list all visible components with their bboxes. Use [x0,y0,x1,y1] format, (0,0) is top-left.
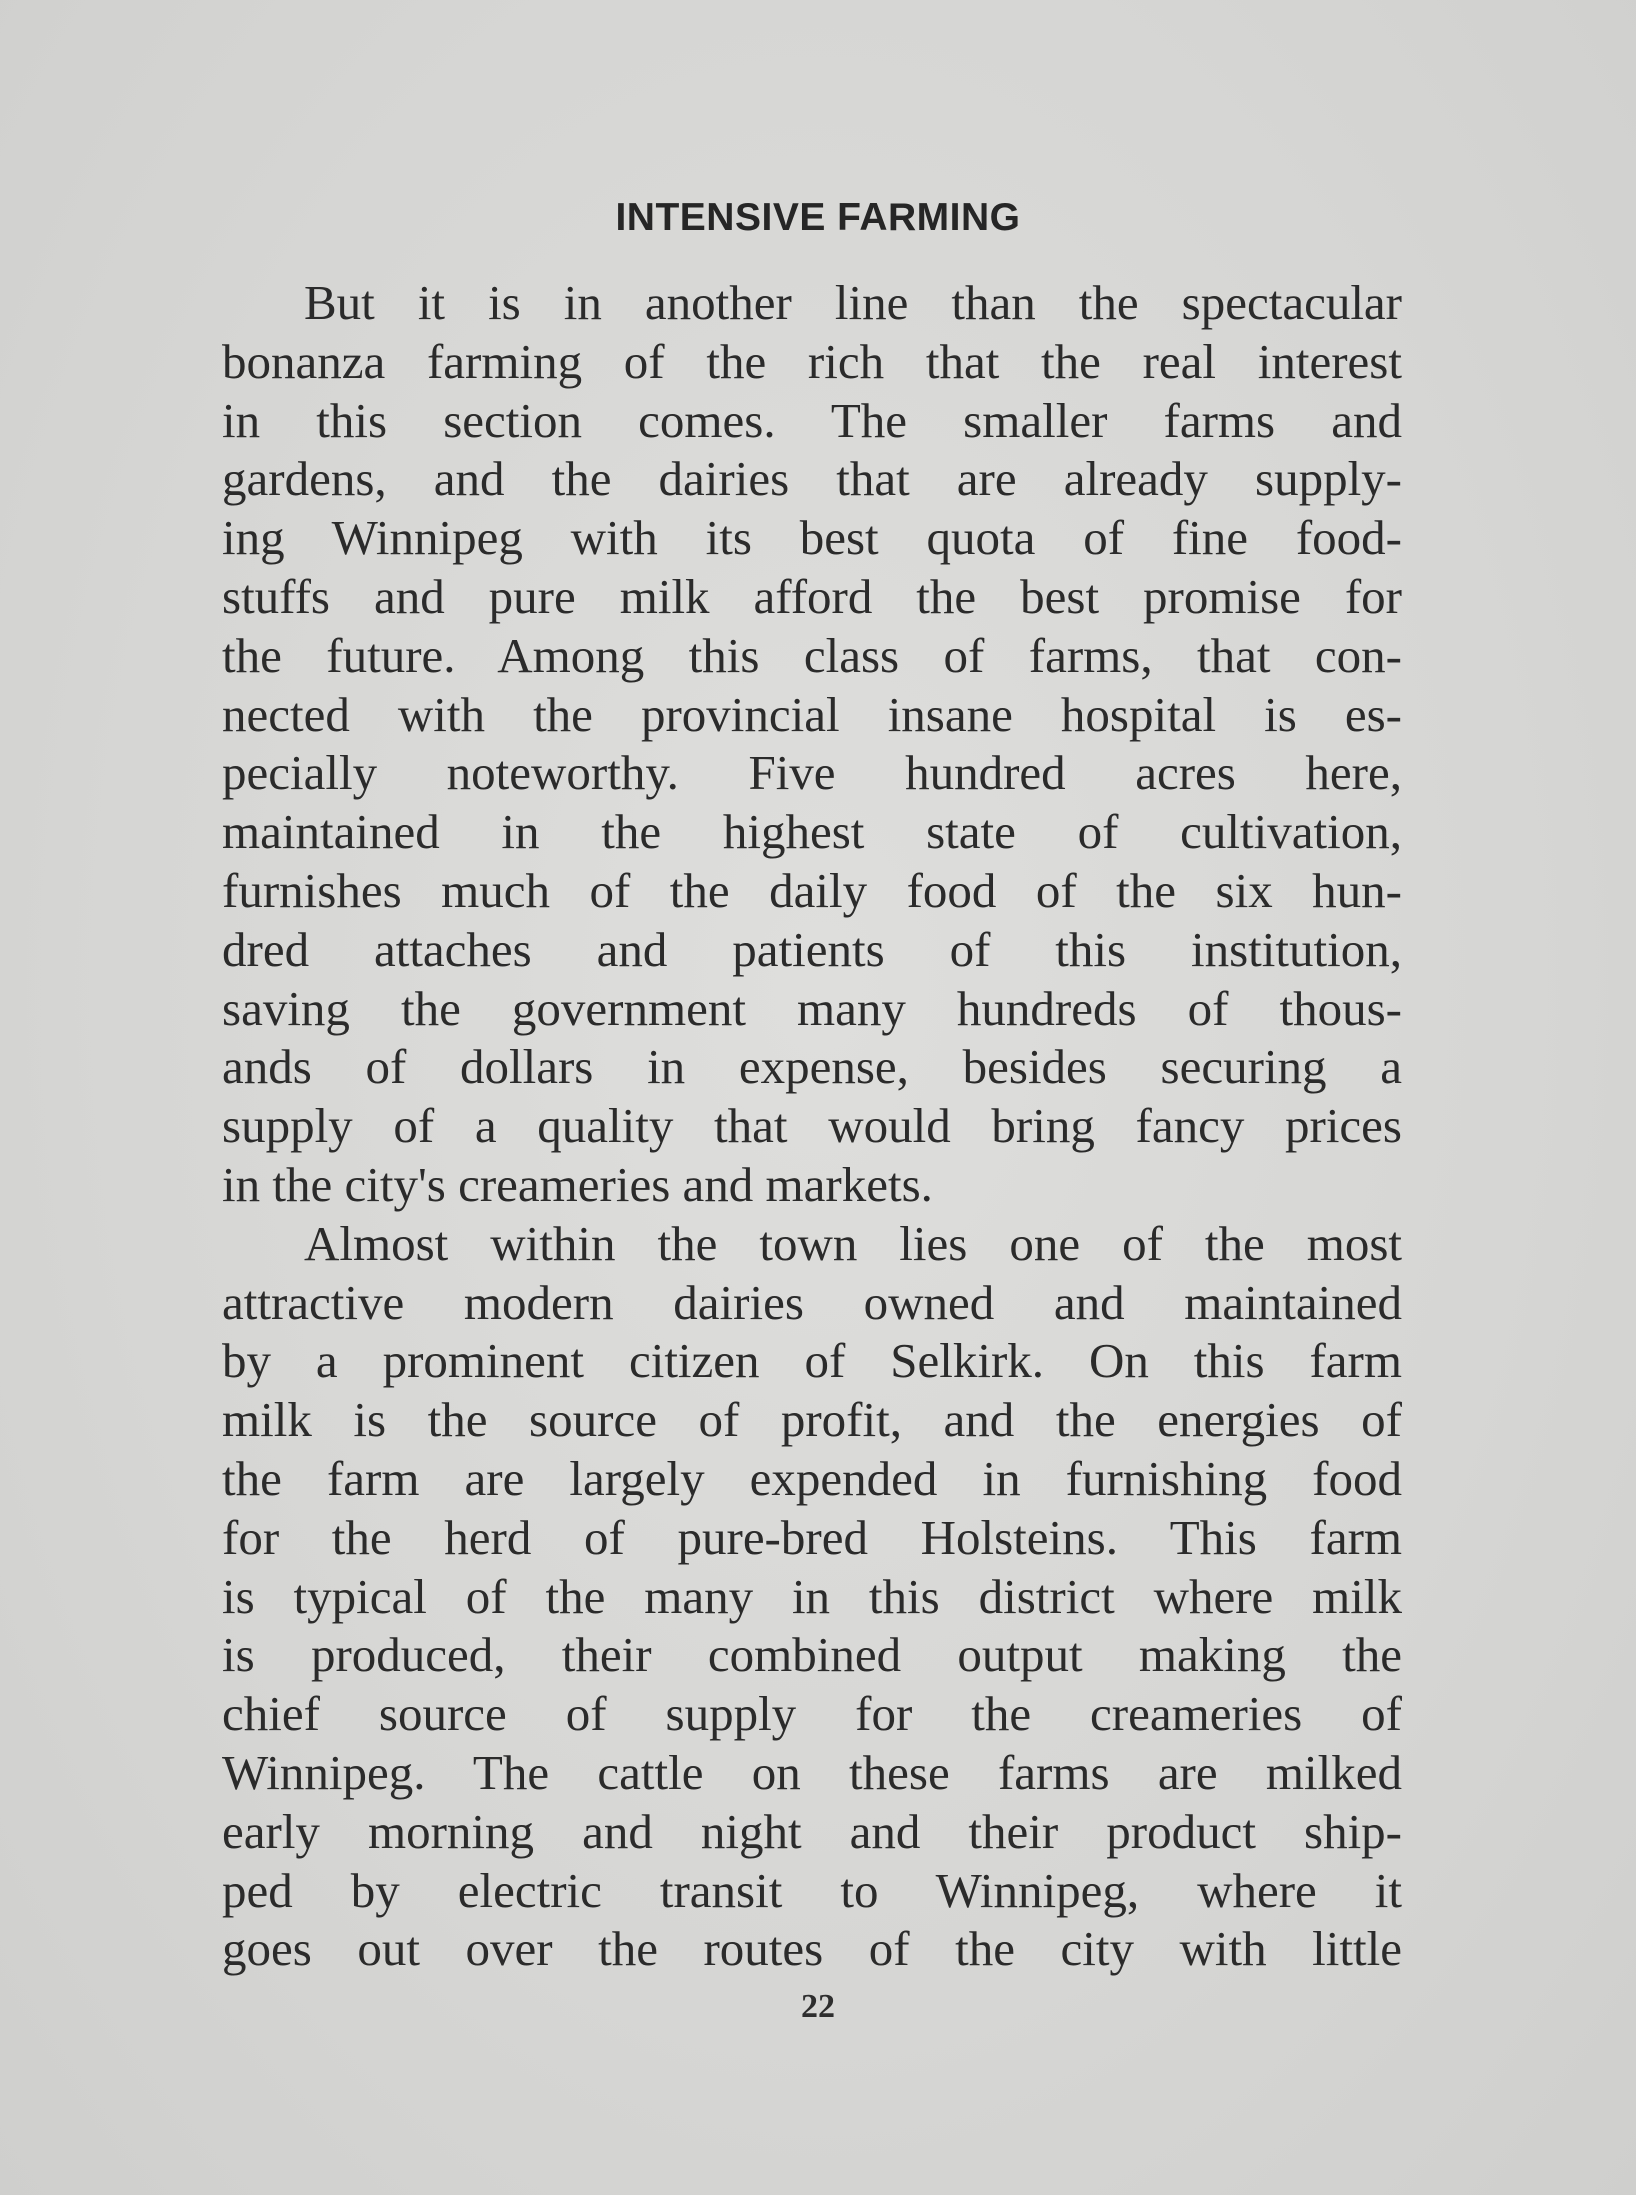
text-line: gardens, and the dairies that are already supply- [222,451,1402,507]
text-line: ands of dollars in expense, besides securing a [222,1039,1402,1095]
text-line: by a prominent citizen of Selkirk. On this farm [222,1333,1402,1389]
text-line: furnishes much of the daily food of the six hun- [222,862,1402,918]
text-line: milk is the source of profit, and the energies of [222,1392,1402,1448]
text-line: stuffs and pure milk afford the best promise for [222,568,1402,624]
text-line: early morning and night and their product ship- [222,1803,1402,1859]
text-line: dred attaches and patients of this institution, [222,921,1402,977]
text-line: saving the government many hundreds of thous- [222,980,1402,1036]
text-line: Almost within the town lies one of the most [304,1215,1402,1271]
body-text [222,274,1402,1979]
text-line: ing Winnipeg with its best quota of fine food- [222,510,1402,566]
text-line: for the herd of pure-bred Holsteins. This farm [222,1509,1402,1565]
text-line: in this section comes. The smaller farms and [222,392,1402,448]
text-line: in the city's creameries and markets. [222,1156,933,1212]
text-line: supply of a quality that would bring fancy prices [222,1098,1402,1154]
text-line: the farm are largely expended in furnishing food [222,1450,1402,1506]
text-line: attractive modern dairies owned and maintained [222,1274,1402,1330]
text-line: the future. Among this class of farms, that con- [222,627,1402,683]
text-line: is produced, their combined output making the [222,1627,1402,1683]
text-line: Winnipeg. The cattle on these farms are milked [222,1744,1402,1800]
text-line: ped by electric transit to Winnipeg, where it [222,1862,1402,1918]
chapter-heading: INTENSIVE FARMING [615,196,1021,239]
text-line: chief source of supply for the creameries of [222,1686,1402,1742]
paragraph-1 [222,274,1402,1215]
text-line: goes out over the routes of the city with little [222,1921,1402,1977]
text-line: is typical of the many in this district where milk [222,1568,1402,1624]
text-line: bonanza farming of the rich that the real interest [222,333,1402,389]
paragraph-2 [222,1215,1402,1979]
text-line: nected with the provincial insane hospital is es- [222,686,1402,742]
text-line: maintained in the highest state of cultivation, [222,804,1402,860]
page-number: 22 [801,1988,835,2025]
text-line: But it is in another line than the spectacular [304,275,1402,330]
text-line: pecially noteworthy. Five hundred acres here, [222,745,1402,801]
